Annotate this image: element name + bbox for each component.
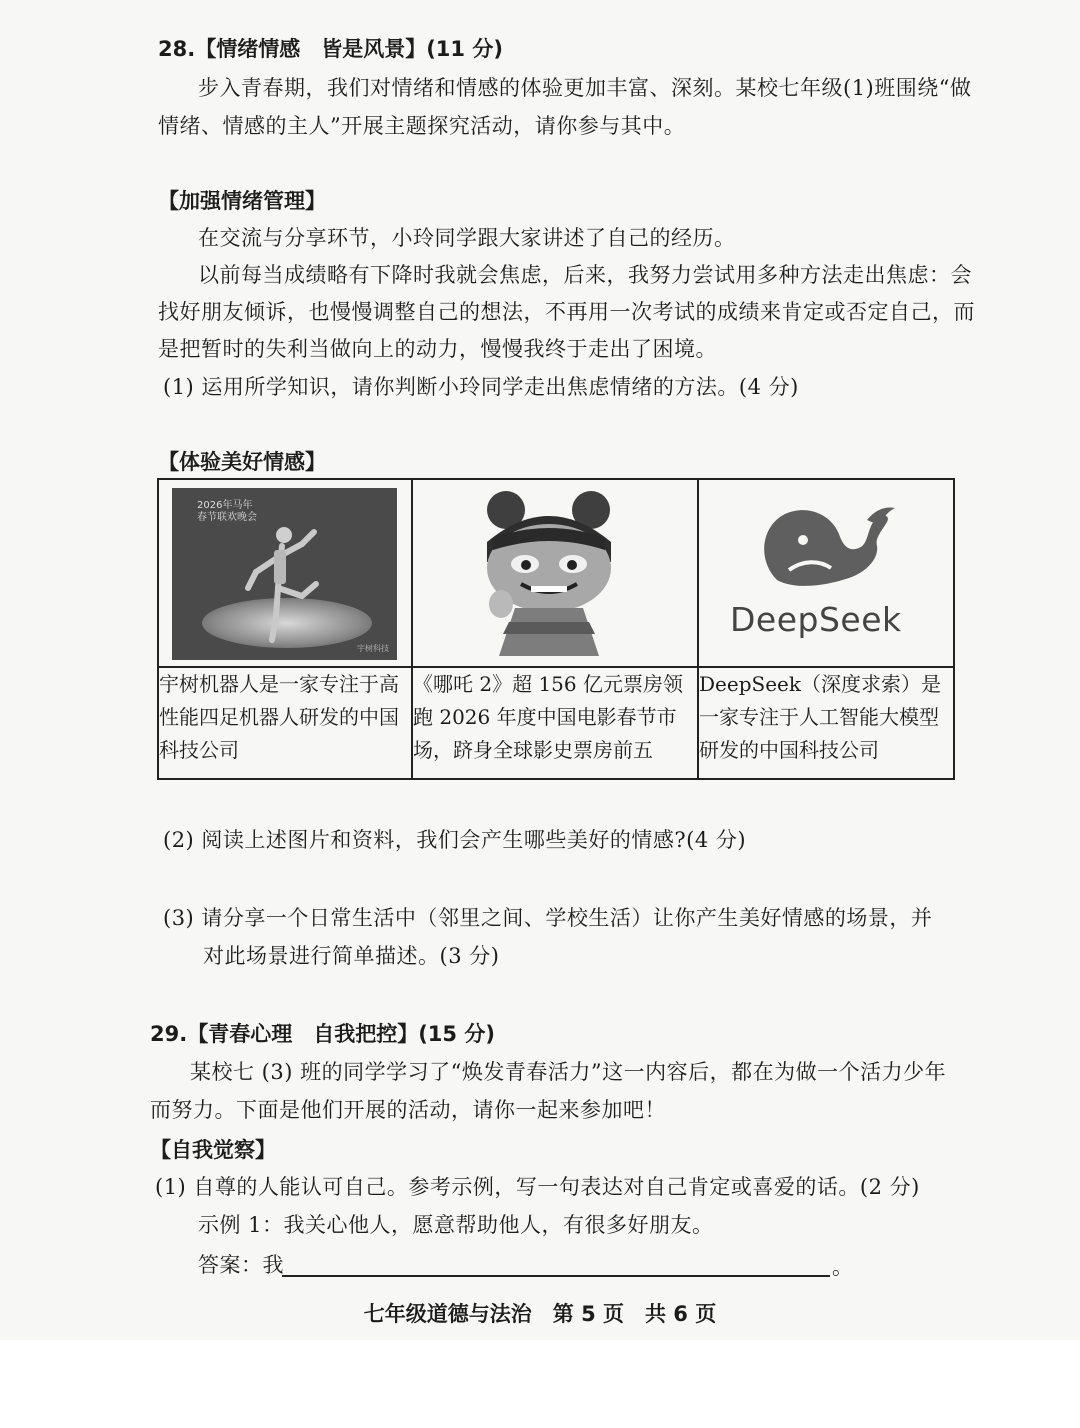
answer-prefix: 答案：我 (198, 1253, 284, 1277)
section-self-awareness-title: 【自我觉察】 (150, 1138, 276, 1162)
q29-example: 示例 1：我关心他人，愿意帮助他人，有很多好朋友。 (198, 1213, 714, 1237)
robot-photo-cell (158, 479, 412, 667)
section-emotion-management-title: 【加强情绪管理】 (158, 189, 326, 213)
q28-subquestion-3-line-2: 对此场景进行简单描述。(3 分) (203, 944, 500, 968)
robot-dance-photo (172, 488, 397, 660)
q29-intro-line-1: 某校七 (3) 班的同学学习了“焕发青春活力”这一内容后，都在为做一个活力少年 (190, 1060, 947, 1084)
page-footer: 七年级道德与法治 第 5 页 共 6 页 (363, 1302, 717, 1326)
deepseek-logo-cell (698, 479, 954, 667)
section-beautiful-emotion-title: 【体验美好情感】 (158, 450, 326, 474)
photo-overlay-text: 2026年马年 春节联欢晚会 (197, 500, 257, 523)
q29-intro-line-2: 而努力。下面是他们开展的活动，请你一起来参加吧！ (150, 1098, 666, 1122)
story-line-4: 是把暂时的失利当做向上的动力，慢慢我终于走出了困境。 (158, 337, 717, 361)
q28-subquestion-1: (1) 运用所学知识，请你判断小玲同学走出焦虑情绪的方法。(4 分) (163, 375, 799, 399)
robot-figure-icon (172, 488, 397, 660)
whale-logo-icon (699, 480, 955, 600)
q28-subquestion-2: (2) 阅读上述图片和资料，我们会产生哪些美好的情感?(4 分) (163, 828, 747, 852)
photo-corner-mark: 宇树科技 (357, 644, 389, 653)
story-line-2: 以前每当成绩略有下降时我就会焦虑，后来，我努力尝试用多种方法走出焦虑：会 (198, 263, 972, 287)
q29-subquestion-1: (1) 自尊的人能认可自己。参考示例，写一句表达对自己肯定或喜爱的话。(2 分) (155, 1175, 920, 1199)
q28-heading: 28.【情绪情感 皆是风景】(11 分) (158, 37, 503, 61)
caption-nezha: 《哪吒 2》超 156 亿元票房领跑 2026 年度中国电影春节市场，跻身全球影史票房前五 (412, 667, 698, 779)
caption-unitree: 宇树机器人是一家专注于高性能四足机器人研发的中国科技公司 (158, 667, 412, 779)
story-line-3: 找好朋友倾诉，也慢慢调整自己的想法，不再用一次考试的成绩来肯定或否定自己，而 (158, 300, 975, 324)
nezha-cartoon-icon (413, 480, 699, 666)
q28-intro-line-1: 步入青春期，我们对情绪和情感的体验更加丰富、深刻。某校七年级(1)班围绕“做 (198, 76, 972, 100)
q28-intro-line-2: 情绪、情感的主人”开展主题探究活动，请你参与其中。 (158, 114, 686, 138)
answer-suffix: 。 (832, 1255, 854, 1279)
q28-subquestion-3-line-1: (3) 请分享一个日常生活中（邻里之间、学校生活）让你产生美好情感的场景，并 (163, 906, 933, 930)
deepseek-logo-text: DeepSeek (730, 600, 902, 639)
nezha-image-cell (412, 479, 698, 667)
materials-table (157, 478, 955, 780)
story-line-1: 在交流与分享环节，小玲同学跟大家讲述了自己的经历。 (198, 226, 736, 250)
q29-heading: 29.【青春心理 自我把控】(15 分) (150, 1022, 495, 1046)
answer-blank-line[interactable] (282, 1275, 830, 1277)
caption-deepseek: DeepSeek（深度求索）是一家专注于人工智能大模型研发的中国科技公司 (698, 667, 954, 779)
